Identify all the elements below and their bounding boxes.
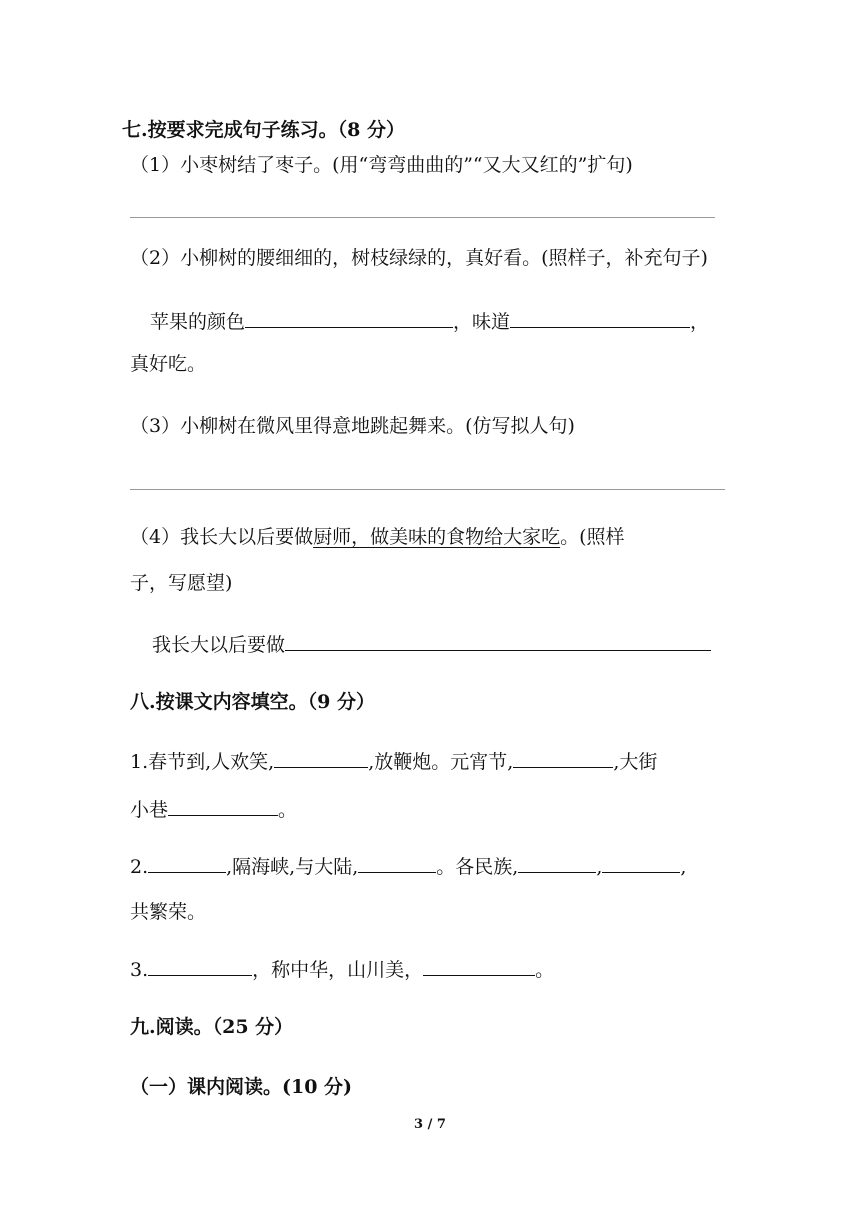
s8-item1-text-b: ,放鞭炮。元宵节, [368, 751, 514, 773]
s8-item2-blank3[interactable] [518, 854, 596, 873]
q2-color-blank[interactable] [245, 309, 453, 328]
section9-sub1: （一）课内阅读。(10 分) [130, 1076, 353, 1098]
s8-item3-text-b: ，称中华，山川美， [252, 959, 424, 981]
q3-answer-line[interactable] [130, 489, 725, 490]
s8-item1-blank2[interactable] [513, 749, 613, 768]
s8-item2-line1 [130, 854, 686, 879]
q4-wish-blank[interactable] [285, 632, 711, 651]
q2-taste-blank[interactable] [510, 309, 690, 328]
s8-item1-line1 [130, 749, 657, 774]
s8-item2-text-d: , [596, 856, 603, 878]
q3-prompt: （3）小柳树在微风里得意地跳起舞来。(仿写拟人句) [130, 415, 575, 437]
q4-suffix: 。(照样 [560, 526, 625, 548]
q2-fill-end: 真好吃。 [130, 353, 207, 375]
s8-item1-text-d: 小巷 [130, 799, 169, 821]
s8-item2-blank4[interactable] [602, 854, 680, 873]
s8-item1-blank1[interactable] [274, 749, 368, 768]
s8-item1-text-e: 。 [278, 799, 298, 821]
s8-item1-blank3[interactable] [168, 797, 278, 816]
q2-fill-label-c: ， [690, 311, 710, 333]
s8-item1-line2 [130, 797, 297, 822]
q2-prompt: （2）小柳树的腰细细的，树枝绿绿的，真好看。(照样子，补充句子) [130, 247, 708, 269]
q4-fill-row [152, 632, 711, 657]
s8-item1-text-c: ,大街 [613, 751, 658, 773]
s8-item2-text-b: ,隔海峡,与大陆, [226, 856, 359, 878]
q4-prefix: （4）我长大以后要做 [130, 526, 314, 548]
section7-heading: 七.按要求完成句子练习。（8 分） [122, 119, 405, 141]
s8-item2-text-c: 。各民族, [436, 856, 519, 878]
s8-item3-text-c: 。 [535, 959, 555, 981]
s8-item2-line2: 共繁荣。 [130, 901, 207, 923]
q4-prompt [130, 525, 625, 549]
s8-item2-text-a: 2. [130, 856, 149, 878]
s8-item3-line [130, 957, 554, 982]
q4-fill-label: 我长大以后要做 [152, 634, 286, 656]
s8-item2-blank1[interactable] [148, 854, 226, 873]
q4-example-underlined: 厨师，做美味的食物给大家吃 [313, 526, 561, 548]
section8-heading: 八.按课文内容填空。（9 分） [130, 691, 375, 713]
q4-prompt-line2: 子，写愿望) [130, 572, 233, 594]
s8-item3-blank1[interactable] [148, 957, 252, 976]
s8-item1-text-a: 1.春节到,人欢笑, [130, 751, 275, 773]
page-number: 3 / 7 [414, 1117, 446, 1132]
q2-fill-label-a: 苹果的颜色 [150, 311, 246, 333]
s8-item2-blank2[interactable] [358, 854, 436, 873]
q2-fill-row [150, 309, 709, 334]
q1-prompt: （1）小枣树结了枣子。(用“弯弯曲曲的”“又大又红的”扩句) [130, 154, 633, 176]
s8-item3-text-a: 3. [130, 959, 149, 981]
section9-heading: 九.阅读。（25 分） [130, 1016, 294, 1038]
s8-item2-text-e: , [680, 856, 687, 878]
s8-item3-blank2[interactable] [423, 957, 535, 976]
q2-fill-label-b: ，味道 [453, 311, 511, 333]
q1-answer-line[interactable] [130, 217, 715, 218]
